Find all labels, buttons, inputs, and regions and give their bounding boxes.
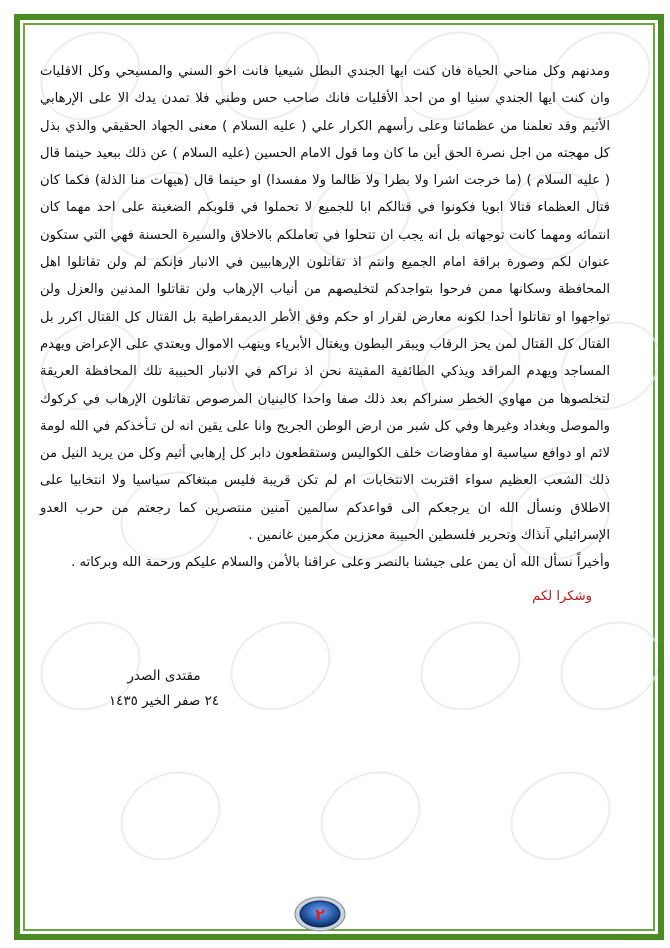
page-number-badge bbox=[294, 896, 346, 932]
thanks-line: وشكرا لكم bbox=[532, 589, 592, 604]
page-number: ٢ bbox=[315, 905, 325, 924]
page-number-emblem-icon bbox=[294, 896, 346, 932]
signature-block bbox=[104, 664, 224, 714]
closing-paragraph: وأخيراً نسأل الله أن يمن على جيشنا بالنصر وعلى عراقنا بالأمن والسلام عليكم ورحمة الله وبركاته . bbox=[71, 555, 610, 571]
signature-name: مقتدى الصدر bbox=[127, 668, 201, 684]
document-body bbox=[40, 58, 610, 577]
body-paragraph: ومدنهم وكل مناحي الحياة فان كنت ايها الجندي البطل شيعيا فانت اخو السني والمسيحي وكل الاقليات وان كنت ايها الجندي سنيا او من احد الأقليات فانك صاحب حس وطني فلا تمدن يدك الا على الإرهابي الأثيم وقد تعلمنا من عظمائنا وعلى رأسهم الكرار علي ( عليه السلام ) معنى الجهاد الحقيقي والذي بذل كل مهجته من اجل نصرة الحق أين ما كان وما قول الامام الحسين (عليه السلام ) عن ذلك ببعيد حينما قال ( عليه السلام ) (ما خرجت اشرا ولا بطرا ولا ظالما ولا مفسدا) او حينما قال (هيهات منا الذلة) فكما كان قتال العظماء قتالا ابويا فكونوا في قتالكم ابا للجميع لا تحملوا في قلوبكم الضغينة على احد مهما كان انتمائه ومهما كانت توجهاته بل انه يجب ان تتحلوا في تعاملكم بالاخلاق والسيرة الحسنة فهي التي ستكون عنوان لكم وصورة براقة امام الجميع وانتم اذ تقاتلون الإرهابيين في الانبار فإنكم لم ولن تقاتلوا اهل المحافظة وسكانها ممن فرحوا بتواجدكم لتخليصهم من أنياب الإرهاب ولن تقاتلوا المدنين والعزل ولن تواجهوا او تقاتلوا أحدا لكونه معارض لقرار او حكم وفق الأطر الديمقراطية بل القتال كل القتال اكرر بل القتال كل القتال لمن يحز الرقاب ويبقر البطون ويغتال الأبرياء وينهب الاموال ويعتدي على الإعراض ويهدم المساجد ويهدم المراقد ويذكي الطائفية المقيتة نحن اذ نراكم في الانبار الحبيبة تلك المحافظة العريقة لتخلصوها من مهاوي الخطر سنراكم بعد ذلك صفا واحدا كالبنيان المرصوص تقاتلون الإرهاب في كركوك والموصل وبغداد وغيرها وفي كل شبر من ارض الوطن الجريح وانا على يقين انه لن تـأخذكم في الله لومة لائم او دوافع سياسية او مفاوضات خلف الكواليس وستقطعون دابر كل إرهابي أثيم وكل من يريد النيل من ذلك الشعب العظيم سواء اقتربت الانتخابات ام لم تكن قريبة فليس مبتغاكم سياسيا ولا انتخابيا على الاطلاق ونسأل الله ان يرجعكم الى قواعدكم سالمين آمنين منتصرين كما رجعتم من حرب العدو الإسرائيلي آنذاك وتحرير فلسطين الحبيبة معززين مكرمين غانمين . bbox=[40, 64, 610, 544]
signature-date: ٢٤ صفر الخير ١٤٣٥ bbox=[108, 693, 220, 709]
